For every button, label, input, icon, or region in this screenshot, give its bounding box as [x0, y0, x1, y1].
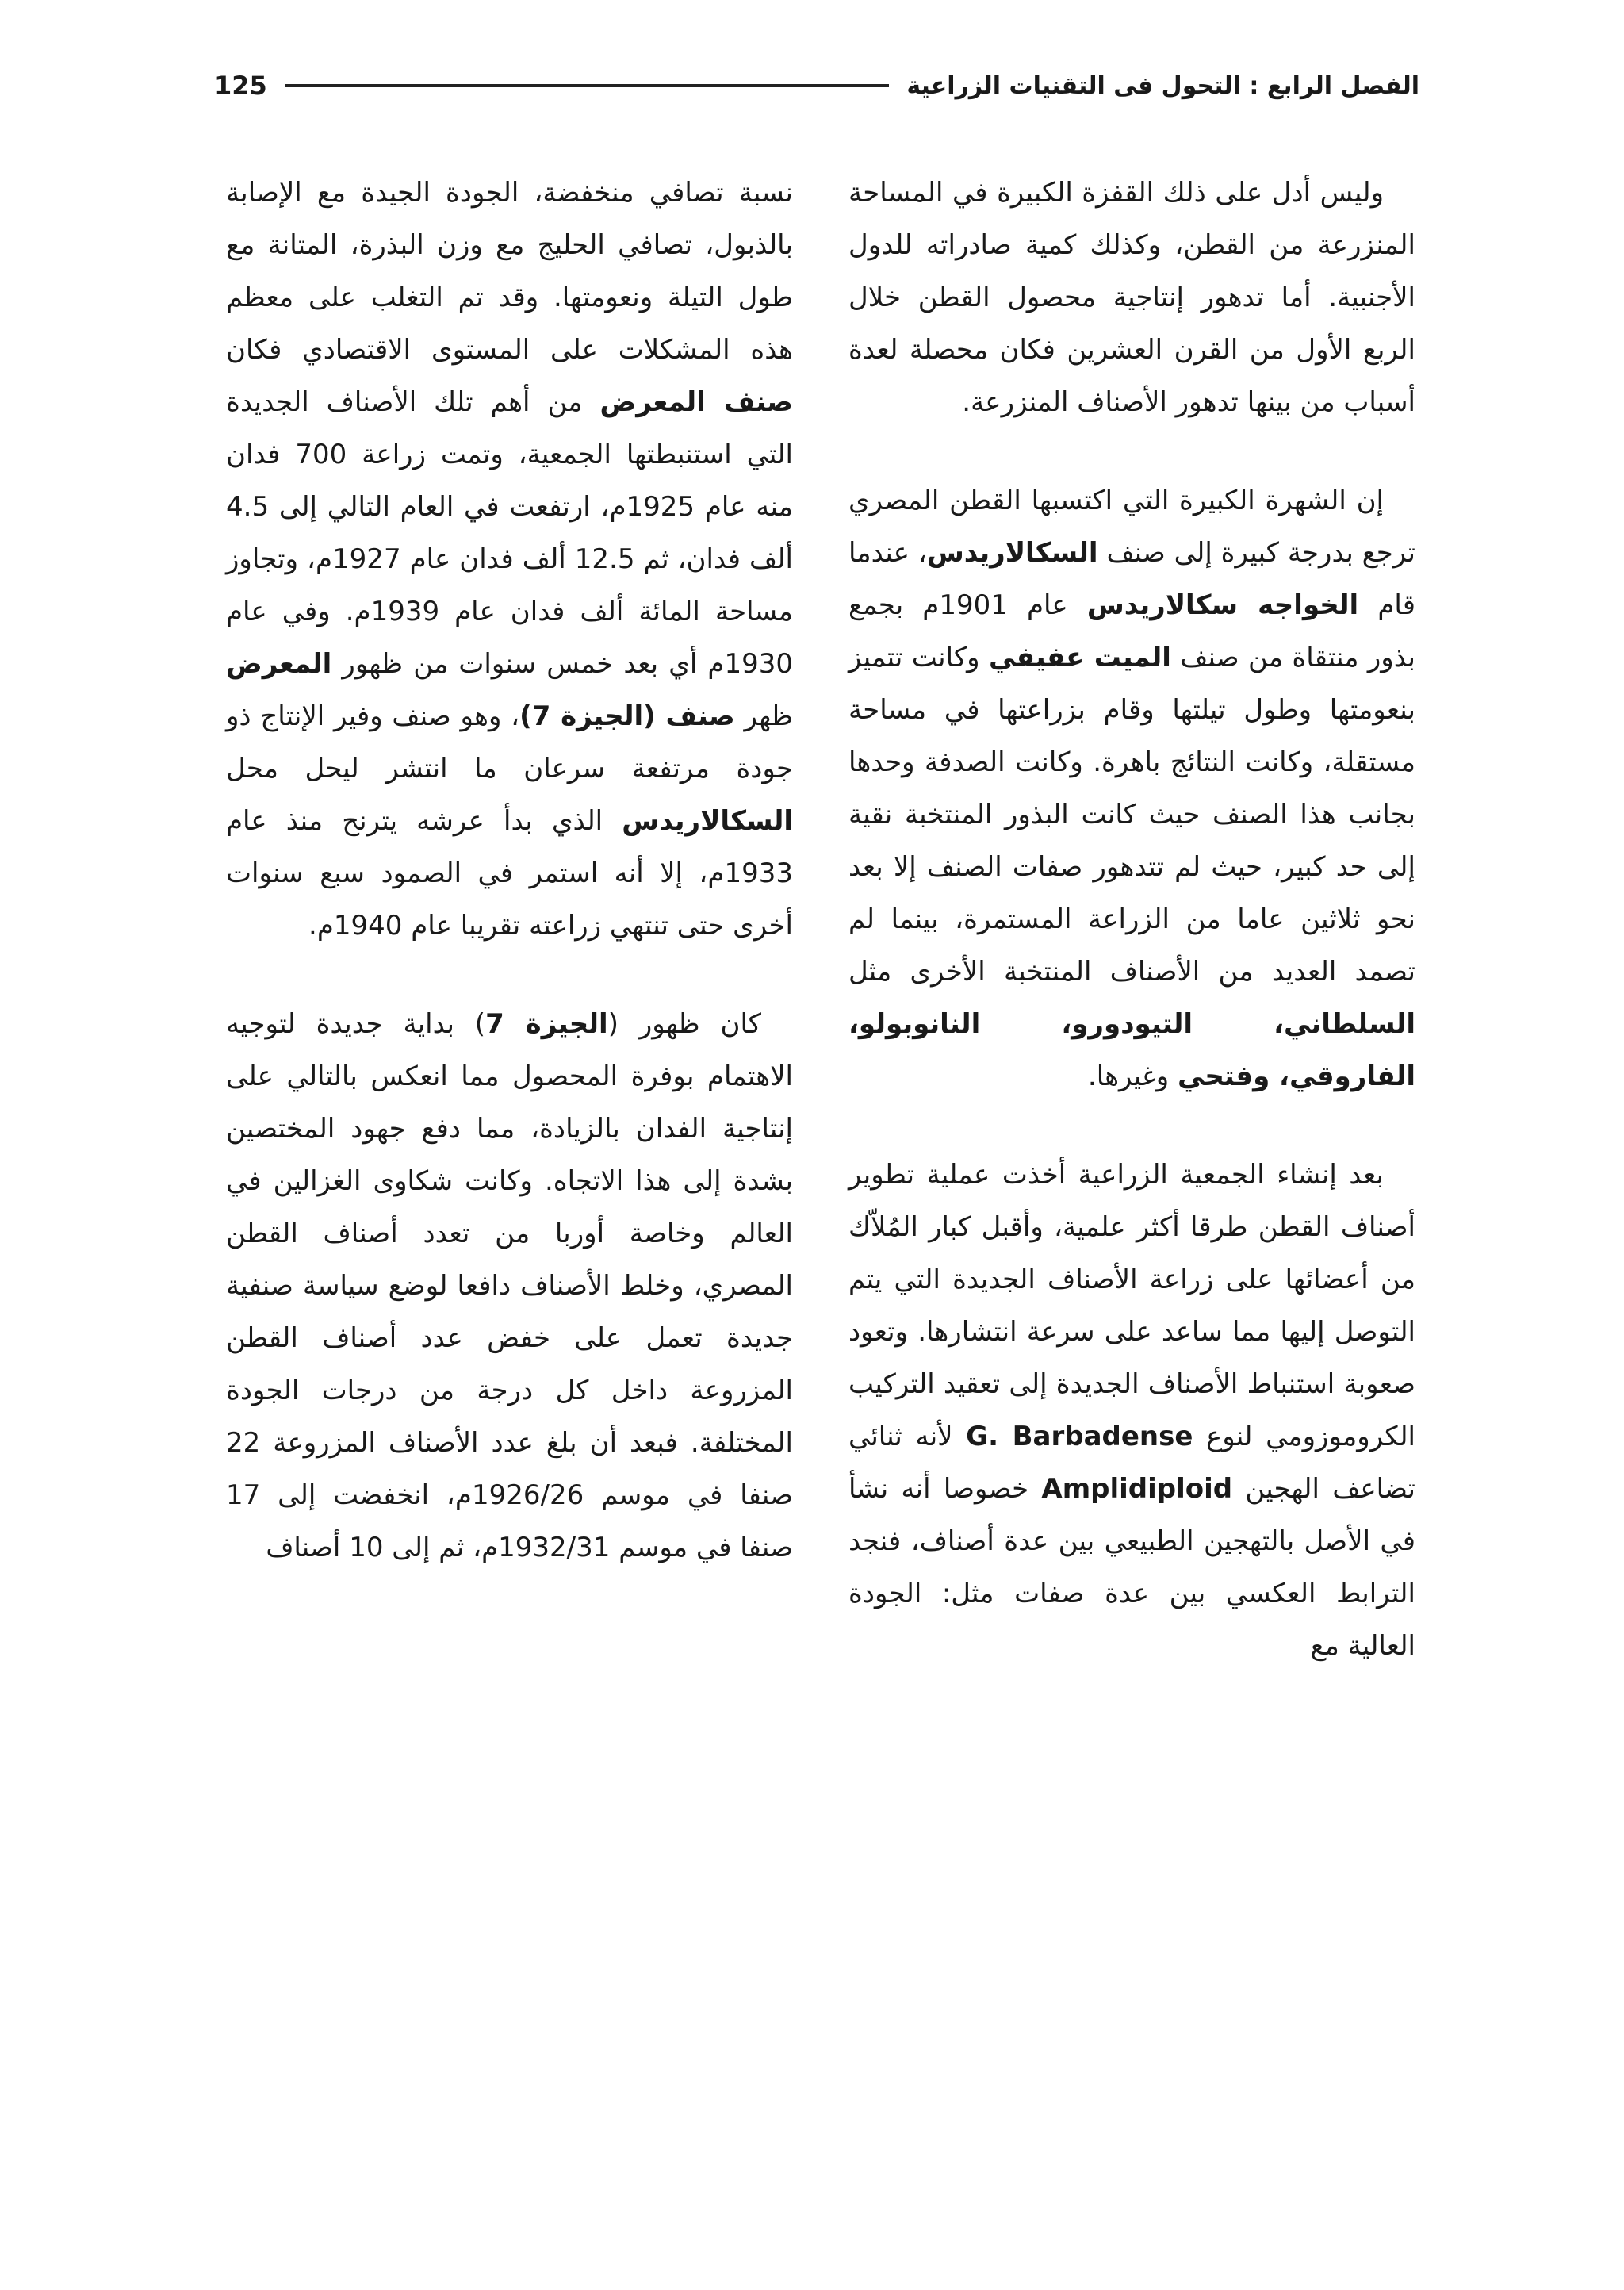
bold-term: المعرض: [226, 648, 332, 680]
bold-term: الجيزة 7: [485, 1008, 608, 1040]
bold-term: صنف المعرض: [599, 386, 793, 418]
header-rule: [285, 84, 890, 87]
page-number: 125: [214, 71, 267, 101]
bold-term: السكالاريدس: [622, 805, 793, 837]
right-column: [848, 167, 1415, 1718]
paragraph: كان ظهور (الجيزة 7) بداية جديدة لتوجيه الاهتمام بوفرة المحصول مما انعكس بالتالي على إنتاجية الفدان بالزيادة، مما دفع جهود المختصين بشدة إلى هذا الاتجاه. وكانت شكاوى الغزالين في العالم وخاصة أوربا من تعدد أصناف القطن المصري، وخلط الأصناف دافعا لوضع سياسة صنفية جديدة تعمل على خفض عدد أصناف القطن المزروعة داخل كل درجة من درجات الجودة المختلفة. فبعد أن بلغ عدد الأصناف المزروعة 22 صنفا في موسم 1926/26م، انخفضت إلى 17 صنفا في موسم 1932/31م، ثم إلى 10 أصناف: [226, 1008, 793, 1563]
bold-term: صنف (الجيزة 7): [519, 700, 735, 732]
bold-term: الخواجه سكالاريدس: [1086, 589, 1359, 621]
latin-term: G. Barbadense: [966, 1421, 1193, 1452]
bold-term: السلطاني، التيودورو، النانوبولو، الفاروقي، وفتحي: [848, 1008, 1415, 1092]
paragraph: بعد إنشاء الجمعية الزراعية أخذت عملية تطوير أصناف القطن طرقا أكثر علمية، وأقبل كبار المُلاّك من أعضائها على زراعة الأصناف الجديدة التي يتم التوصل إليها مما ساعد على سرعة انتشارها. وتعود صعوبة استنباط الأصناف الجديدة إلى تعقيد التركيب الكروموزومي لنوع G. Barbadense لأنه ثنائي تضاعف الهجين Amplidiploid خصوصا أنه نشأ في الأصل بالتهجين الطبيعي بين عدة أصناف، فنجد الترابط العكسي بين عدة صفات مثل: الجودة العالية مع: [848, 1159, 1416, 1662]
latin-term: Amplidiploid: [1041, 1473, 1233, 1505]
left-column: [226, 167, 793, 1620]
bold-term: الميت عفيفي: [988, 642, 1171, 673]
running-header: [214, 62, 1419, 109]
bold-term: السكالاريدس: [926, 537, 1098, 569]
paragraph: وليس أدل على ذلك القفزة الكبيرة في المساحة المنزرعة من القطن، وكذلك كمية صادراته للدول الأجنبية. أما تدهور إنتاجية محصول القطن خلال الربع الأول من القرن العشرين فكان محصلة لعدة أسباب من بينها تدهور الأصناف المنزرعة.: [848, 177, 1415, 418]
chapter-title: الفصل الرابع : التحول فى التقنيات الزراعية: [906, 71, 1419, 100]
paragraph: إن الشهرة الكبيرة التي اكتسبها القطن المصري ترجع بدرجة كبيرة إلى صنف السكالاريدس، عندما قام الخواجه سكالاريدس عام 1901م بجمع بذور منتقاة من صنف الميت عفيفي وكانت تتميز بنعومتها وطول تيلتها وقام بزراعتها في مساحة مستقلة، وكانت النتائج باهرة. وكانت الصدفة وحدها بجانب هذا الصنف حيث كانت البذور المنتخبة نقية إلى حد كبير، حيث لم تتدهور صفات الصنف إلا بعد نحو ثلاثين عاما من الزراعة المستمرة، بينما لم تصمد العديد من الأصناف المنتخبة الأخرى مثل السلطاني، التيودورو، النانوبولو، الفاروقي، وفتحي وغيرها.: [848, 485, 1416, 1092]
paragraph: نسبة تصافي منخفضة، الجودة الجيدة مع الإصابة بالذبول، تصافي الحليج مع وزن البذرة، المتانة مع طول التيلة ونعومتها. وقد تم التغلب على معظم هذه المشكلات على المستوى الاقتصادي فكان صنف المعرض من أهم تلك الأصناف الجديدة التي استنبطتها الجمعية، وتمت زراعة 700 فدان منه عام 1925م، ارتفعت في العام التالي إلى 4.5 ألف فدان، ثم 12.5 ألف فدان عام 1927م، وتجاوز مساحة المائة ألف فدان عام 1939م. وفي عام 1930م أي بعد خمس سنوات من ظهور المعرض ظهر صنف (الجيزة 7)، وهو صنف وفير الإنتاج ذو جودة مرتفعة سرعان ما انتشر ليحل محل السكالاريدس الذي بدأ عرشه يترنح منذ عام 1933م، إلا أنه استمر في الصمود سبع سنوات أخرى حتى تنتهي زراعته تقريبا عام 1940م.: [226, 177, 794, 942]
